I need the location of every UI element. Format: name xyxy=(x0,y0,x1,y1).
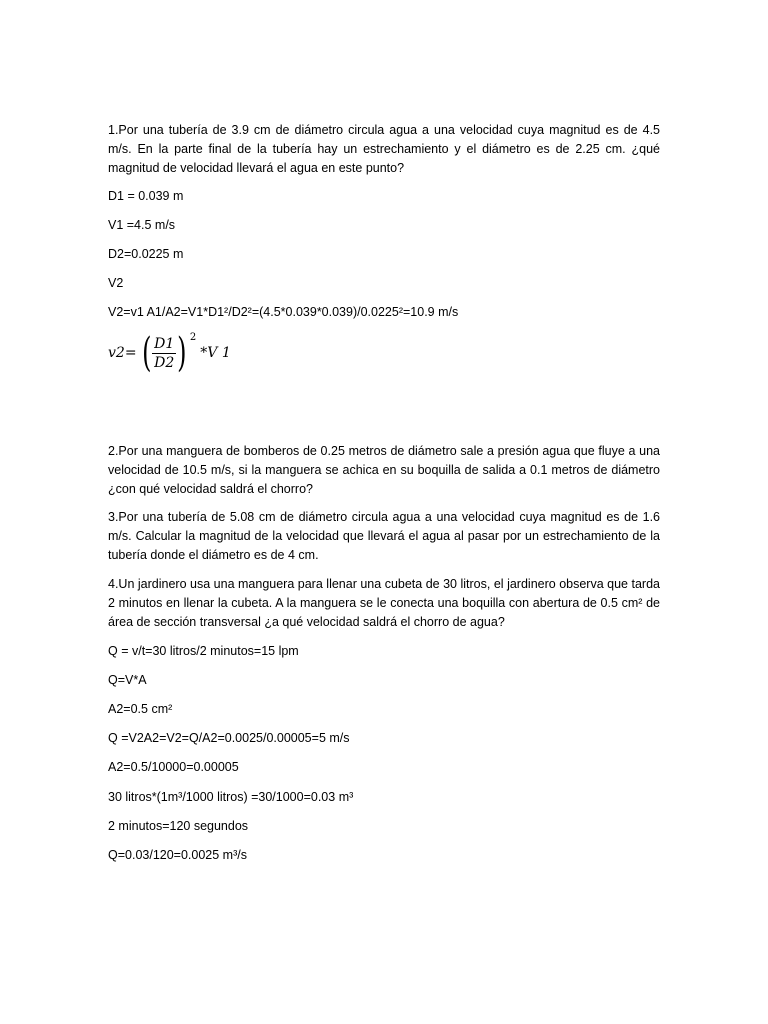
problem-4-line: Q =V2A2=V2=Q/A2=0.0025/0.00005=5 m/s xyxy=(108,731,350,745)
problem-4-line: 30 litros*(1m³/1000 litros) =30/1000=0.03 m³ xyxy=(108,790,354,804)
problem-2-statement: 2.Por una manguera de bomberos de 0.25 metros de diámetro sale a presión agua que fluye a una velocidad de 10.5 m/s, si la manguera se achica en su boquilla de salida a 0.1 metros de diámetro ¿con qué velocidad saldrá el chorro? xyxy=(108,444,660,496)
formula-numerator: D1 xyxy=(154,335,175,352)
formula-denominator: D2 xyxy=(154,354,175,371)
problem-1-d2: D2=0.0225 m xyxy=(108,247,184,261)
problem-1-v2: V2 xyxy=(108,276,124,290)
problem-4-line: Q=0.03/120=0.0025 m³/s xyxy=(108,848,247,862)
problem-4-line: 2 minutos=120 segundos xyxy=(108,819,249,833)
problem-4-line: A2=0.5/10000=0.00005 xyxy=(108,760,239,774)
problem-4-line: Q=V*A xyxy=(108,673,147,687)
formula-fraction xyxy=(152,336,176,371)
problem-1-statement: 1.Por una tubería de 3.9 cm de diámetro circula agua a una velocidad cuya magnitud es de 4.5 m/s. En la parte final de la tubería hay un estrechamiento y el diámetro es de 2.25 cm. ¿qué magnitud de velocidad llevará el agua en este punto? xyxy=(108,123,660,175)
formula-exponent: 2 xyxy=(189,331,197,343)
problem-3-statement: 3.Por una tubería de 5.08 cm de diámetro circula agua a una velocidad cuya magnitud es de 1.6 m/s. Calcular la magnitud de la velocidad que llevará el agua al pasar por un estrechamiento de la tubería donde el diámetro es de 4 cm. xyxy=(108,510,660,562)
formula-lhs: v2= xyxy=(108,345,137,361)
formula-rhs: *V 1 xyxy=(200,345,231,361)
velocity-formula xyxy=(108,330,231,376)
problem-1-solution: V2=v1 A1/A2=V1*D1²/D2²=(4.5*0.039*0.039)/0.0225²=10.9 m/s xyxy=(108,305,459,319)
problem-1-d1: D1 = 0.039 m xyxy=(108,189,184,203)
formula-right-paren: ) xyxy=(177,330,187,376)
problem-4-statement: 4.Un jardinero usa una manguera para llenar una cubeta de 30 litros, el jardinero observa que tarda 2 minutos en llenar la cubeta. A la manguera se le conecta una boquilla con abertura de 0.5 cm² de área de sección transversal ¿a qué velocidad saldrá el chorro de agua? xyxy=(108,577,660,629)
problem-4-line: A2=0.5 cm² xyxy=(108,702,173,716)
problem-1-v1: V1 =4.5 m/s xyxy=(108,218,176,232)
formula-left-paren: ( xyxy=(141,330,152,376)
problem-4-line: Q = v/t=30 litros/2 minutos=15 lpm xyxy=(108,644,299,658)
